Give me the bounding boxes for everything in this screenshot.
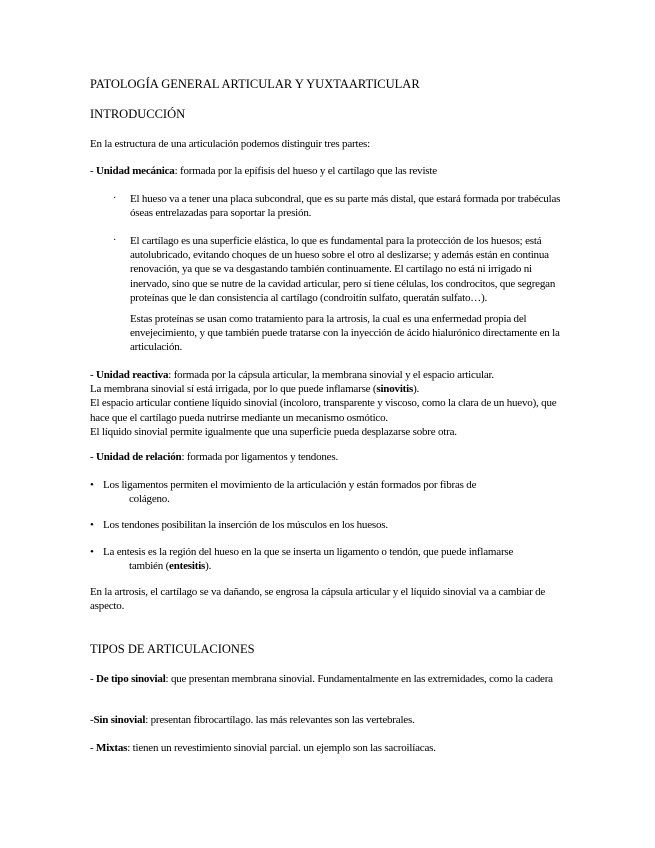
tipo-mixtas-item (90, 741, 570, 755)
tipo-prefix: - (90, 673, 97, 685)
unidad-relacion-prefix: - (90, 451, 97, 463)
tipo-sinovial-item (90, 672, 570, 686)
tipo-sinovial-label: De tipo sinovial (96, 673, 166, 685)
entesis-text-cont (103, 559, 533, 573)
ligamentos-text: Los ligamentos permiten el movimiento de la articulación y están formados por fibras de (103, 479, 477, 491)
intro-heading: INTRODUCCIÓN (90, 107, 186, 121)
sinovitis-term: sinovitis (376, 383, 414, 396)
bullet-symbol: • (90, 479, 94, 491)
unidad-reactiva-text: : formada por la cápsula articular, la membrana sinovial y el espacio articular. (168, 369, 494, 381)
tipo-mixtas-label: Mixtas (96, 742, 128, 754)
tipo-mixtas-text: : tienen un revestimiento sinovial parcial. un ejemplo son las sacroilíacas. (127, 742, 436, 754)
unidad-mecanica-text: : formada por la epífisis del hueso y el cartílago que las reviste (174, 165, 437, 177)
unidad-reactiva-label: Unidad reactiva (96, 369, 169, 381)
entesis-text: La entesis es la región del hueso en la que se inserta un ligamento o tendón, que puede inflamarse (103, 546, 514, 558)
tipo-sinovial-text: : que presentan membrana sinovial. Fundamentalmente en las extremidades, como la cadera (165, 673, 553, 685)
bullet-symbol: • (90, 519, 94, 531)
mecanica-bullet-2-continuation: Estas proteínas se usan como tratamiento para la artrosis, la cual es una enfermedad propia del envejecimiento, y que también puede tratarse con la inyección de ácido hialurónico directamente en la articulación. (130, 313, 560, 354)
bullet-symbol: • (90, 546, 94, 558)
tipo-prefix: - (90, 714, 94, 726)
tipo-sin-sinovial-label: Sin sinovial (93, 714, 146, 726)
unidad-relacion-text: : formada por ligamentos y tendones. (181, 451, 338, 463)
unidad-mecanica-label: Unidad mecánica (96, 165, 175, 177)
unidad-relacion-line (90, 450, 570, 464)
bullet-symbol: · (113, 235, 117, 246)
mecanica-bullet-1: El hueso va a tener una placa subcondral, que es su parte más distal, que estará formada por trabéculas óseas entrelazadas para soportar la presión. (130, 193, 561, 220)
entesitis-term: entesitis (169, 560, 206, 573)
artrosis-text: En la artrosis, el cartílago se va dañando, se engrosa la cápsula articular y el líquido sinovial va a cambiar de aspecto. (90, 586, 546, 613)
tipo-prefix: - (90, 742, 97, 754)
unidad-relacion-label: Unidad de relación (96, 451, 182, 463)
unidad-mecanica-prefix: - (90, 165, 97, 177)
unidad-reactiva-line (90, 368, 570, 382)
tipos-heading: TIPOS DE ARTICULACIONES (90, 642, 255, 656)
sinovial-end: ). (413, 383, 420, 396)
ligamentos-item (103, 478, 533, 506)
tipo-sin-sinovial-item (90, 713, 570, 727)
entesis-cont-b: ). (205, 560, 212, 573)
tendones-item: Los tendones posibilitan la inserción de los músculos en los huesos. (103, 519, 388, 531)
unidad-reactiva-prefix: - (90, 369, 97, 381)
document-title: PATOLOGÍA GENERAL ARTICULAR Y YUXTAARTICULAR (90, 77, 420, 91)
bullet-symbol: · (113, 193, 117, 204)
entesis-item (103, 545, 533, 573)
mecanica-bullet-2: El cartílago es una superficie elástica, lo que es fundamental para la protección de los huesos; está autolubricado, evitando choques de un hueso sobre el otro al deslizarse; y además están en continua renovación, ya que se va desgastando también continuamente. El cartílago no está ni irrigado ni inervado, sino que se nutre de la cavidad articular, pero sí tiene células, los condrocitos, que segregan proteínas que le dan consistencia al cartílago (condroitín sulfato, queratán sulfato…). (130, 235, 556, 304)
entesis-cont-a: también ( (129, 560, 170, 573)
espacio-articular-text: El espacio articular contiene líquido sinovial (incoloro, transparente y viscoso, como la clara de un huevo), que hace que el cartílago pueda nutrirse mediante un mecanismo osmótico. (90, 397, 557, 424)
unidad-reactiva-block (90, 368, 570, 439)
sinovial-text: La membrana sinovial sí está irrigada, por lo que puede inflamarse ( (90, 383, 377, 396)
unidad-mecanica-line (90, 164, 570, 178)
sinovial-line (90, 382, 570, 396)
liquido-sinovial-text: El líquido sinovial permite igualmente que una superficie pueda desplazarse sobre otra. (90, 425, 457, 438)
tipo-sin-sinovial-text: : presentan fibrocartílago. las más relevantes son las vertebrales. (145, 714, 415, 726)
ligamentos-text-cont: colágeno. (129, 493, 170, 506)
intro-text: En la estructura de una articulación podemos distinguir tres partes: (90, 138, 370, 150)
